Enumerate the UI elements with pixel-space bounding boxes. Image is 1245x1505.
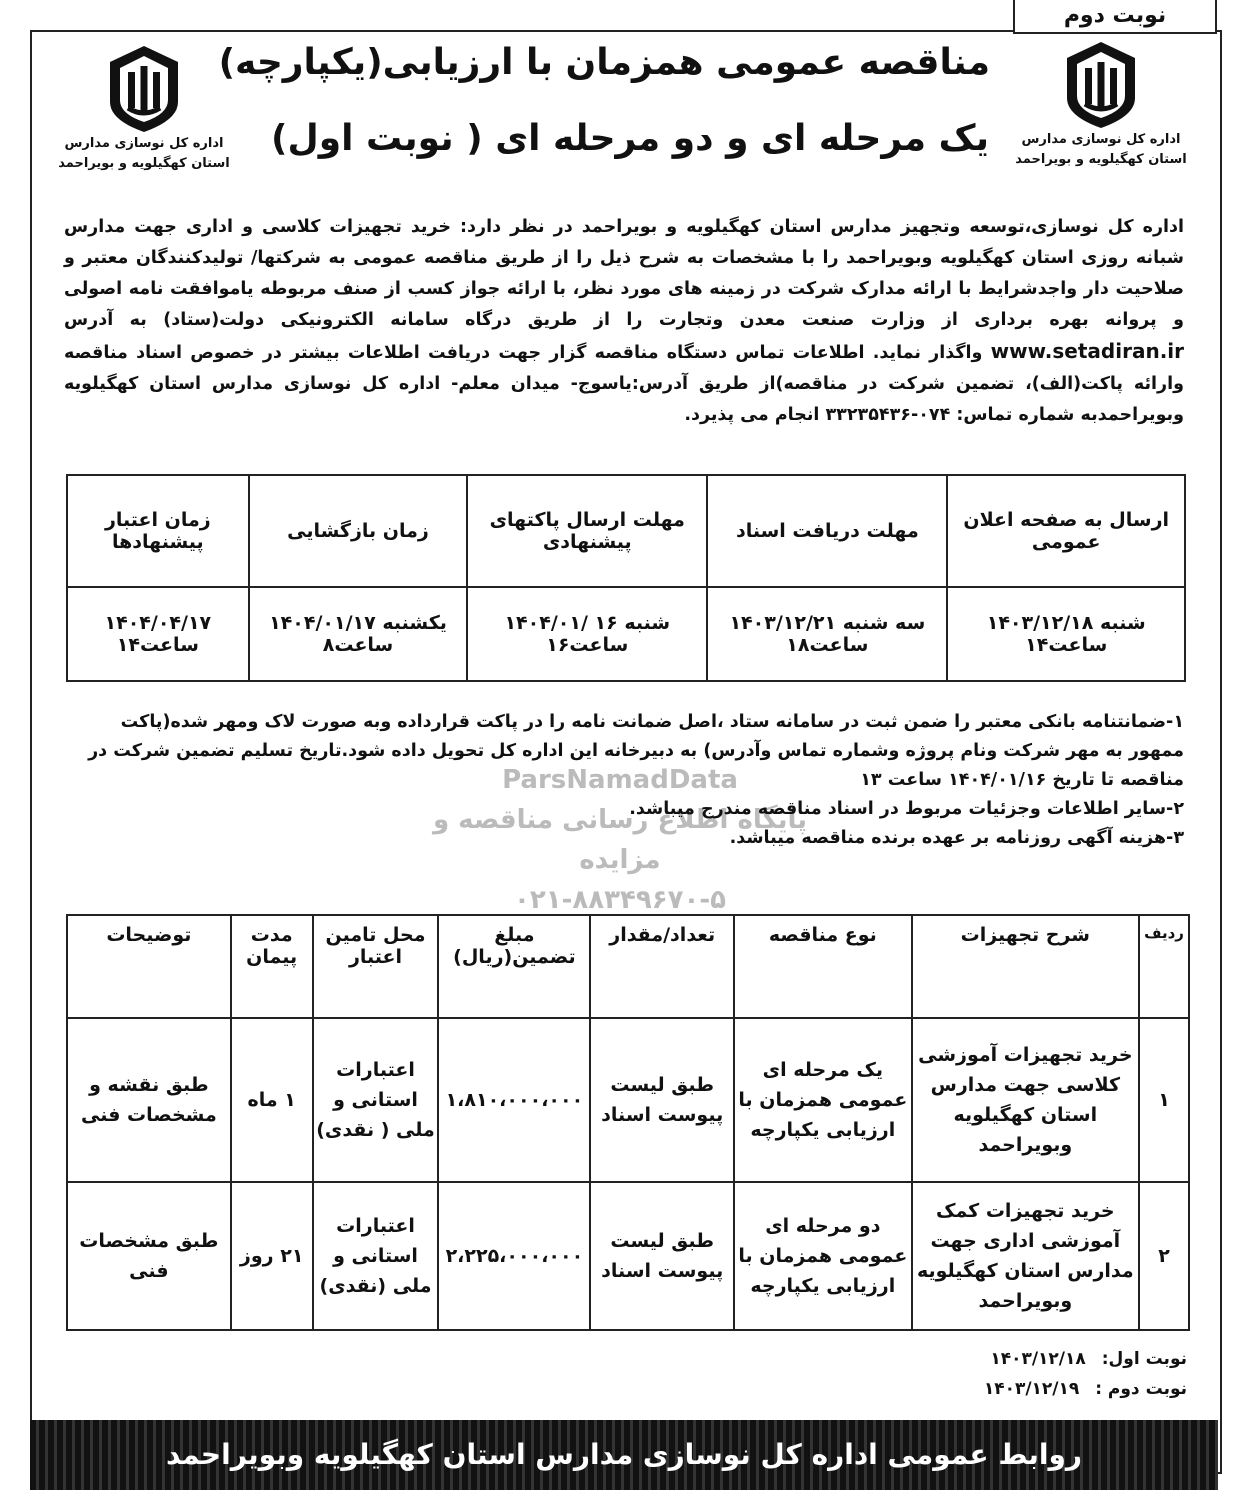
schedule-value-cell: یکشنبه ۱۴۰۴/۰۱/۱۷ ساعت۸ [249,587,468,681]
schedule-table [66,474,1186,682]
round-label: نوبت دوم : [1095,1379,1187,1399]
emblem-icon [104,44,184,134]
item-cell: طبق لیست پیوست اسناد [590,1182,734,1330]
round-tag: نوبت دوم [1013,0,1217,34]
items-header-cell: مبلغ تضمین(ریال) [438,915,590,1018]
org-name-line2: استان کهگیلویه و بویراحمد [1015,152,1187,167]
schedule-value-cell: شنبه ۱۶ /۱۴۰۴/۰۱ ساعت۱۶ [467,587,707,681]
item-cell: ۲،۲۲۵،۰۰۰،۰۰۰ [438,1182,590,1330]
watermark-line: پایگاه اطلاع رسانی مناقصه و مزایده [432,805,808,875]
item-cell: اعتبارات استانی و ملی (نقدی) [313,1182,439,1330]
item-cell: طبق مشخصات فنی [67,1182,231,1330]
notice-title-line1: مناقصه عمومی همزمان با ارزیابی(یکپارچه) [218,42,990,83]
item-cell: ۱ ماه [231,1018,313,1182]
org-logo-right [991,40,1211,170]
watermark-line: ParsNamadData [502,765,738,795]
item-cell: ۱،۸۱۰،۰۰۰،۰۰۰ [438,1018,590,1182]
schedule-value-cell: ۱۴۰۴/۰۴/۱۷ ساعت۱۴ [67,587,249,681]
schedule-value-row [67,587,1185,681]
items-header-cell: نوع مناقصه [734,915,912,1018]
schedule-value-cell: شنبه ۱۴۰۳/۱۲/۱۸ ساعت۱۴ [947,587,1185,681]
item-cell: خرید تجهیزات کمک آموزشی اداری جهت مدارس استان کهگیلویه وبویراحمد [912,1182,1139,1330]
items-header-cell: ردیف [1139,915,1189,1018]
schedule-header-cell: مهلت ارسال پاکتهای پیشنهادی [467,475,707,587]
schedule-header-row [67,475,1185,587]
schedule-header-cell: زمان اعتبار پیشنهادها [67,475,249,587]
item-cell: ۲۱ روز [231,1182,313,1330]
items-table [66,914,1190,1331]
watermark-line: ۰۲۱-۸۸۳۴۹۶۷۰-۵ [513,885,726,915]
item-cell: طبق لیست پیوست اسناد [590,1018,734,1182]
intro-paragraph [64,212,1184,431]
schedule-header-cell: ارسال به صفحه اعلان عمومی [947,475,1185,587]
notes-list [64,708,1184,853]
note-item: ۱-ضمانتنامه بانکی معتبر را ضمن ثبت در سامانه ستاد ،اصل ضمانت نامه را در پاکت قرارداده وبه صورت لاک ومهر شده(پاکت ممهور به مهر شرکت ونام پروژه وشماره تماس وآدرس) به دبیرخانه این اداره کل تحویل داده شود.تاریخ تسلیم تضمین شرکت در مناقصه تا تاریخ ۱۴۰۴/۰۱/۱۶ ساعت ۱۳ [88,712,1184,790]
item-cell: ۲ [1139,1182,1189,1330]
item-cell: خرید تجهیزات آموزشی کلاسی جهت مدارس استان کهگیلویه وبویراحمد [912,1018,1139,1182]
item-cell: اعتبارات استانی و ملی ( نقدی) [313,1018,439,1182]
items-header-row [67,915,1189,1018]
publication-rounds [984,1344,1187,1404]
footer-text: روابط عمومی اداره کل نوسازی مدارس استان کهگیلویه وبویراحمد [165,1438,1083,1471]
note-item: ۲-سایر اطلاعات وجزئیات مربوط در اسناد مناقصه مندرج میباشد. [629,799,1184,819]
note-item: ۳-هزینه آگهی روزنامه بر عهده برنده مناقصه میباشد. [729,828,1184,848]
schedule-value-cell: سه شنبه ۱۴۰۳/۱۲/۲۱ ساعت۱۸ [707,587,947,681]
item-cell: یک مرحله ای عمومی همزمان با ارزیابی یکپارچه [734,1018,912,1182]
items-header-cell: شرح تجهیزات [912,915,1139,1018]
table-row [67,1018,1189,1182]
round-date: ۱۴۰۳/۱۲/۱۹ [983,1379,1080,1399]
items-header-cell: مدت پیمان [231,915,313,1018]
round-line [984,1344,1187,1374]
item-cell: دو مرحله ای عمومی همزمان با ارزیابی یکپارچه [734,1182,912,1330]
emblem-icon [1061,40,1141,130]
org-name-line1: اداره کل نوسازی مدارس [64,136,224,151]
round-date: ۱۴۰۳/۱۲/۱۸ [990,1349,1086,1369]
round-label: نوبت اول: [1101,1349,1187,1369]
schedule-header-cell: زمان بازگشایی [249,475,468,587]
items-header-cell: توضیحات [67,915,231,1018]
footer-banner [30,1420,1218,1490]
org-name-line2: استان کهگیلویه و بویراحمد [58,156,230,171]
schedule-header-cell: مهلت دریافت اسناد [707,475,947,587]
items-header-cell: تعداد/مقدار [590,915,734,1018]
table-row [67,1182,1189,1330]
item-cell: ۱ [1139,1018,1189,1182]
items-header-cell: محل تامین اعتبار [313,915,439,1018]
intro-text-part2: واگذار نماید. اطلاعات تماس دستگاه مناقصه گزار جهت دریافت اطلاعات بیشتر در خصوص اسناد مناقصه وارائه پاکت(الف)، تضمین شرکت در مناقصه)از طریق آدرس:یاسوج- میدان معلم- اداره کل نوسازی مدارس استان کهگیلویه وبویراحمدبه شماره تماس: ۰۷۴-۳۳۲۳۵۴۳۶ انجام می پذیرد. [64,343,1184,425]
notice-title-line2: یک مرحله ای و دو مرحله ای ( نوبت اول) [271,118,989,159]
round-line [984,1374,1187,1404]
item-cell: طبق نقشه و مشخصات فنی [67,1018,231,1182]
intro-text-part1: اداره کل نوسازی،توسعه وتجهیز مدارس استان کهگیلویه و بویراحمد در نظر دارد: خرید تجهیزات کلاسی و اداری جهت مدارس شبانه روزی استان کهگیلویه وبویراحمد را با مشخصات به شرح ذیل را از طریق مناقصه عمومی به شرکتها/ تولیدکنندگان معتبر و صلاحیت دار واجدشرایط با ارائه مدارک شرکت در زمینه های مورد نظر، با ارائه جواز کسب از صنف مربوطه یاموافقت نامه اصولی و پروانه بهره برداری از وزارت صنعت معدن وتجارت را از طریق درگاه سامانه الکترونیکی دولت(ستاد) به آدرس [64,217,1184,330]
setadiran-link[interactable]: www.setadiran.ir [990,339,1185,363]
org-name-line1: اداره کل نوسازی مدارس [1021,132,1181,147]
